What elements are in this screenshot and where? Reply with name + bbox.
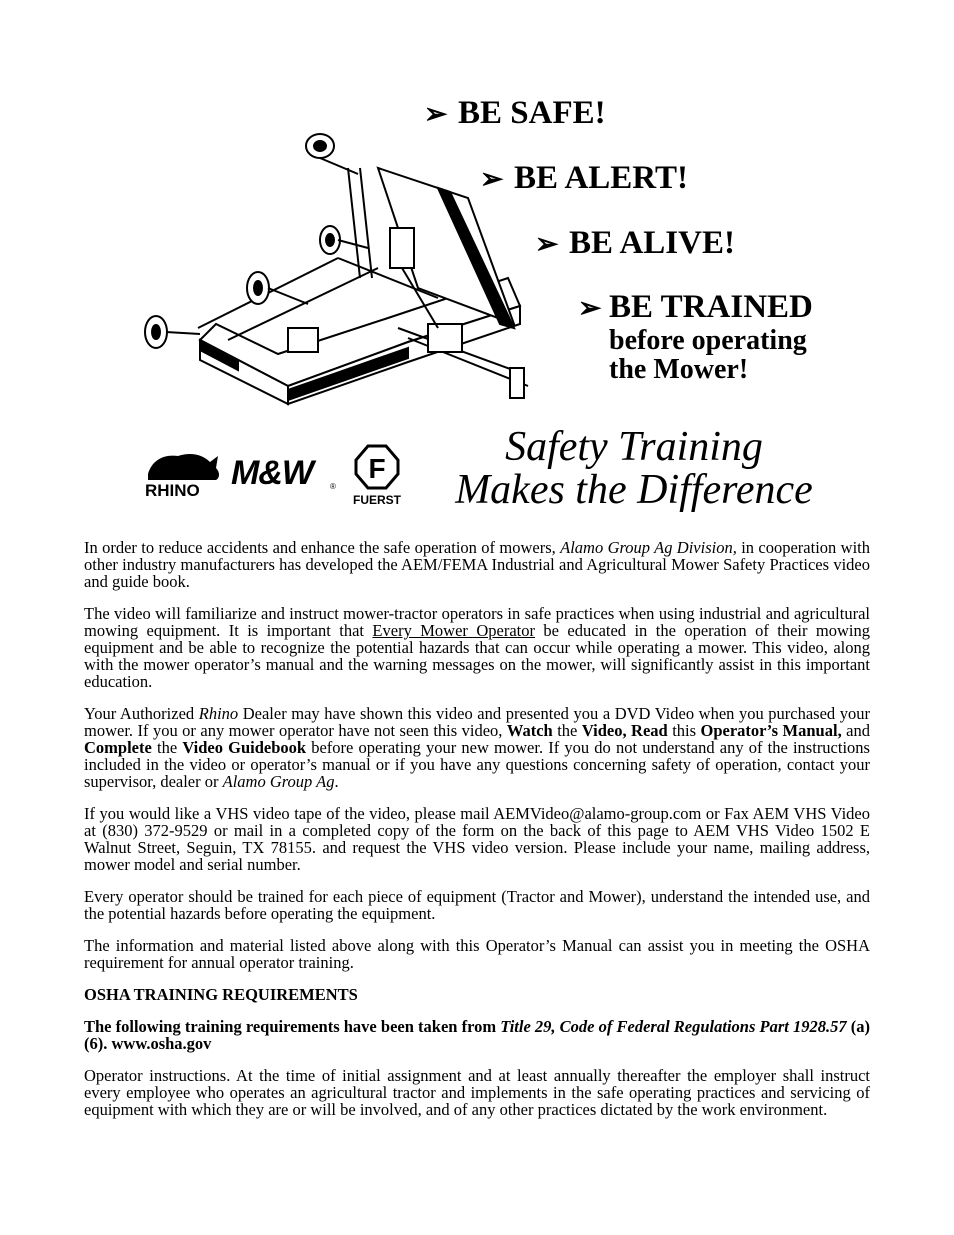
arrow-icon: ➢: [424, 99, 448, 130]
paragraph-video: [84, 605, 870, 690]
rhino-logo-text: RHINO: [145, 481, 200, 498]
slogan-be-safe-text: BE SAFE!: [458, 95, 606, 131]
text-run: this: [667, 721, 701, 740]
text-run-italic: Alamo Group Ag: [222, 772, 335, 791]
arrow-icon: ➢: [480, 164, 504, 195]
paragraph-osha-info: The information and material listed above along with this Operator’s Manual can assist you in meeting the OSHA requirement for annual operator training.: [84, 936, 870, 972]
text-run-bold: Watch: [506, 721, 553, 740]
text-run: Your Authorized: [84, 704, 199, 723]
arrow-icon: ➢: [535, 229, 559, 260]
text-run-italic: Alamo Group Ag Division,: [560, 538, 737, 557]
headline: [424, 426, 844, 512]
fuerst-logo-text: FUERST: [353, 493, 401, 506]
slogan-be-alive-text: BE ALIVE!: [569, 225, 735, 261]
rhino-logo: [142, 446, 222, 498]
headline-line2: Makes the Difference: [455, 467, 813, 513]
paragraph-operator-instructions: Operator instructions. At the time of initial assignment and at least annually thereafter the employer shall instruct every employee who operates an agricultural tractor and implements in the safe operating practices and servicing of equipment with which they are or will be involved, and of any other practices dictated by the work environment.: [84, 1066, 870, 1119]
headline-line1: Safety Training: [505, 424, 763, 470]
text-run-underline: Every Mower Operator: [372, 621, 535, 640]
osha-heading: OSHA TRAINING REQUIREMENTS: [84, 985, 358, 1004]
text-run-italic: Title 29, Code of Federal Regulations Part 1928.57: [500, 1017, 847, 1036]
text-run: The video will familiarize and instruct mower-tractor operators in safe practices when using industrial and agricultural mowing equipment. It is important that: [84, 604, 870, 640]
text-run: be educated in the operation of their mowing equipment and be able to recognize the potential hazards that can occur while operating a mower. This video, along with the mower operator’s manual and the warning messages on the mower, will significantly assist in this important education.: [84, 621, 870, 691]
text-run-bold: Video, Read: [581, 721, 668, 740]
slogan-be-alive: [535, 225, 735, 263]
arrow-icon: ➢: [578, 293, 602, 324]
text-run: and: [841, 721, 870, 740]
mw-logo: M&W: [231, 454, 313, 492]
text-run: the: [151, 738, 183, 757]
paragraph-regulation: [84, 1018, 870, 1052]
slogan-trained-sub1: before operating: [609, 325, 807, 356]
slogan-trained-sub2: the Mower!: [609, 354, 749, 385]
text-run-bold: Complete: [84, 738, 152, 757]
slogan-be-trained-text: BE TRAINED: [609, 289, 813, 325]
fuerst-logo: [344, 444, 410, 506]
text-run: .: [334, 772, 339, 791]
text-run: (a) (6). www.osha.gov: [84, 1017, 870, 1053]
text-run: before operating your new mower. If you do not understand any of the instructions included in the video or operator’s manual or if you have any questions concerning safety of operation, contact your supervisor, dealer or: [84, 738, 870, 791]
fuerst-logo-letter: F: [368, 453, 386, 484]
text-run: the: [552, 721, 582, 740]
mower-illustration: [138, 128, 530, 418]
slogan-be-trained: [578, 289, 813, 327]
paragraph-dealer: [84, 705, 870, 790]
slogan-be-safe: [424, 95, 606, 133]
slogan-be-alert-text: BE ALERT!: [514, 160, 688, 196]
slogan-be-alert: [480, 160, 688, 198]
body-text: [84, 539, 870, 1133]
text-run-italic: Rhino: [198, 704, 239, 723]
paragraph-vhs: If you would like a VHS video tape of the video, please mail AEMVideo@alamo-group.com or Fax AEM VHS Video at (830) 372-9529 or mail in a completed copy of the form on the back of this page to AEM VHS Video 1502 E Walnut Street, Seguin, TX 78155. and request the VHS video version. Please include your name, mailing address, mower model and serial number.: [84, 804, 870, 874]
text-run-bold: Video Guidebook: [182, 738, 307, 757]
text-run: In order to reduce accidents and enhance the safe operation of mowers,: [84, 538, 561, 557]
text-run: Dealer may have shown this video and presented you a DVD Video when you purchased your mower. If you or any mower operator have not seen this video,: [84, 704, 871, 740]
text-run: in cooperation with other industry manufacturers has developed the AEM/FEMA Industrial and Agricultural Mower Safety Practices video and guide book.: [84, 538, 870, 591]
paragraph-intro: [84, 539, 870, 590]
paragraph-every-operator: Every operator should be trained for each piece of equipment (Tractor and Mower), understand the intended use, and the potential hazards before operating the equipment.: [84, 887, 870, 923]
mw-logo-registered: ®: [330, 482, 336, 491]
text-run-bold: Operator’s Manual,: [700, 721, 842, 740]
text-run: The following training requirements have been taken from: [84, 1017, 501, 1036]
